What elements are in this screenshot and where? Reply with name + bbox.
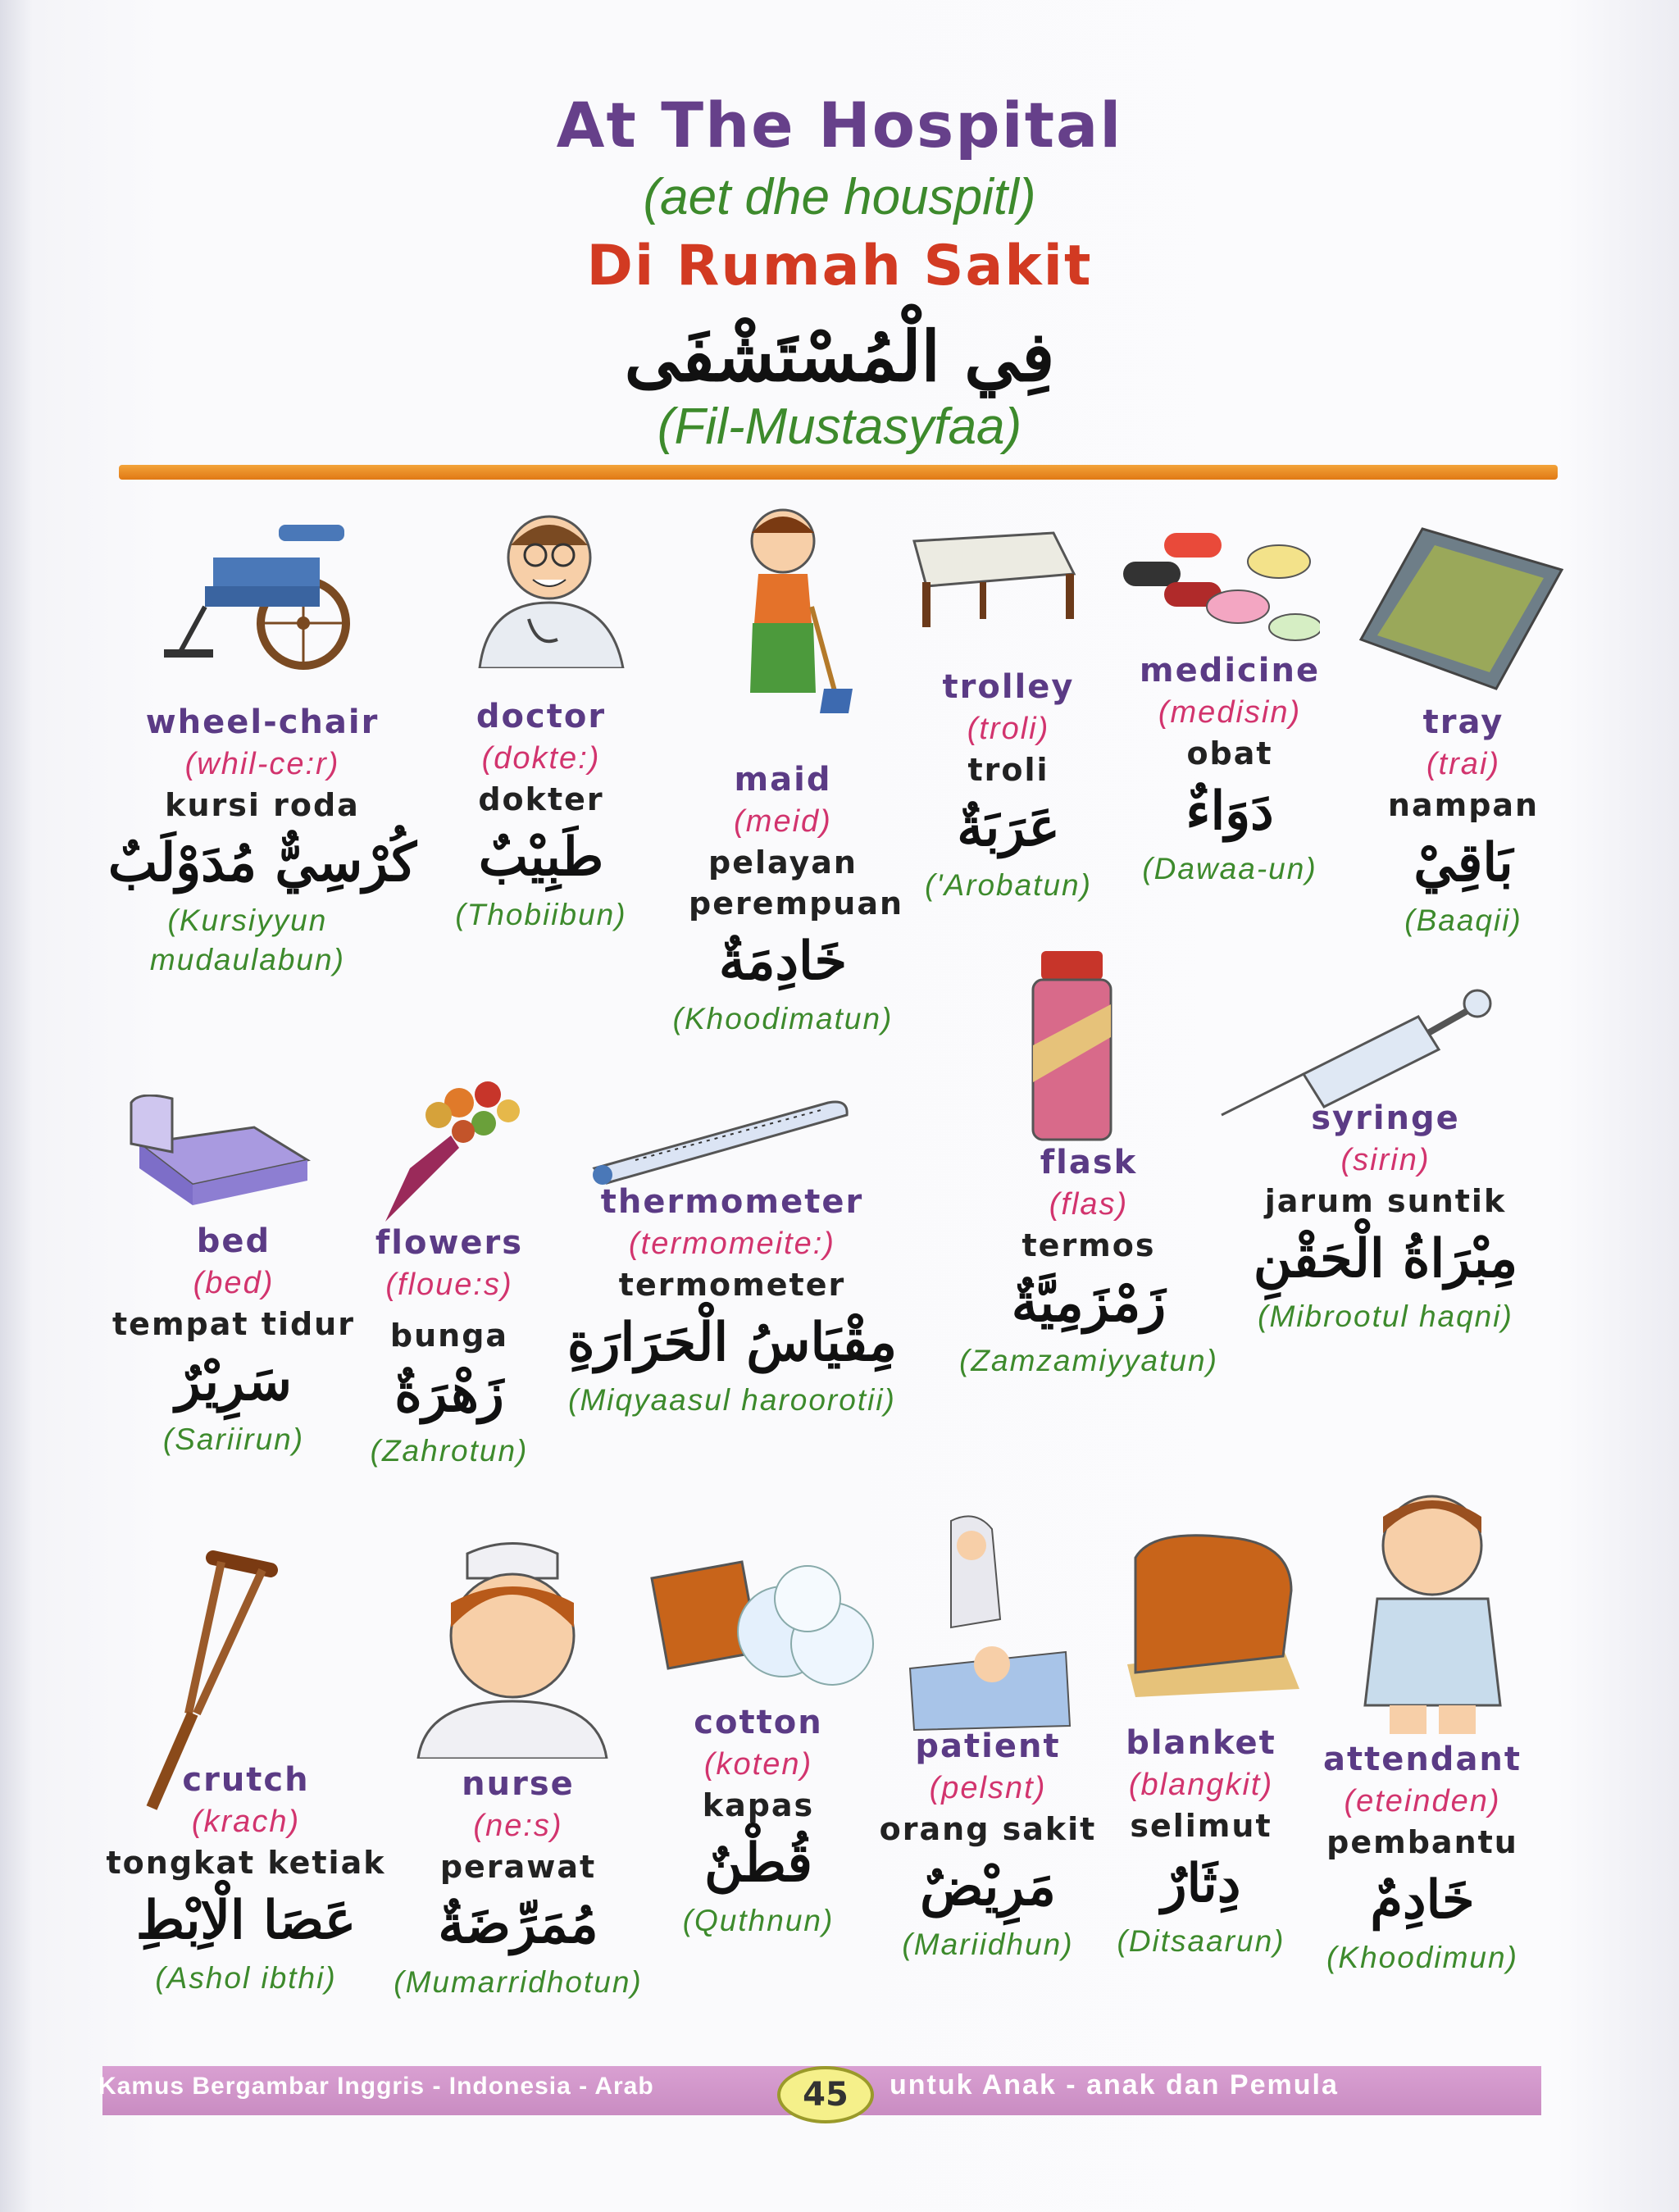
word-arabic: زَهْرَةٌ xyxy=(394,1363,504,1424)
word-indonesian: troli xyxy=(967,752,1049,788)
word-transliteration: (Mumarridhotun) xyxy=(394,1965,643,1999)
word-en: tray xyxy=(1422,703,1504,741)
item-thermometer xyxy=(567,1181,897,1420)
word-transliteration: (Ashol ibthi) xyxy=(155,1961,337,1995)
word-transliteration: (Kursiyyun mudaulabun) xyxy=(149,903,345,976)
word-indonesian: kursi roda xyxy=(165,787,360,823)
page-number: 45 xyxy=(777,2066,874,2123)
word-pronunciation: (meid) xyxy=(734,804,832,839)
item-attendant xyxy=(1323,1738,1522,1978)
word-arabic: خَادِمَةٌ xyxy=(718,931,848,992)
item-wheel-chair xyxy=(108,701,416,980)
word-transliteration: (Khoodimun) xyxy=(1326,1941,1518,1974)
word-transliteration: (Khoodimatun) xyxy=(672,1002,894,1035)
word-en: doctor xyxy=(475,698,607,735)
word-arabic: طَبِيْبٌ xyxy=(478,826,604,888)
word-arabic: مِبْرَاةُ الْحَقْنِ xyxy=(1253,1228,1518,1290)
word-arabic: مِقْيَاسُ الْحَرَارَةِ xyxy=(567,1312,897,1373)
thermometer-icon xyxy=(586,1086,853,1185)
word-arabic: كُرْسِيٌّ مُدَوْلَبٌ xyxy=(107,832,417,894)
flowers-icon xyxy=(361,1070,533,1226)
word-indonesian: dokter xyxy=(478,781,604,817)
doctor-icon xyxy=(463,504,635,668)
word-pronunciation: (bed) xyxy=(193,1266,275,1300)
word-transliteration: (Baaqii) xyxy=(1404,903,1522,937)
item-medicine xyxy=(1140,649,1320,889)
page-title: At The Hospital xyxy=(556,89,1123,162)
word-pronunciation: (termomeite:) xyxy=(629,1227,835,1261)
item-tray xyxy=(1388,701,1539,940)
word-transliteration: (Zamzamiyyatun) xyxy=(959,1344,1218,1377)
item-nurse xyxy=(394,1763,642,2002)
word-arabic: دِثَارٌ xyxy=(1161,1853,1241,1914)
word-transliteration: (Sariirun) xyxy=(162,1422,305,1456)
item-bed xyxy=(112,1220,355,1459)
word-indonesian: pembantu xyxy=(1326,1824,1518,1860)
word-pronunciation: (eteinden) xyxy=(1344,1784,1501,1818)
word-indonesian: jarum suntik xyxy=(1264,1183,1507,1219)
divider-bar xyxy=(119,465,1558,480)
word-en: blanket xyxy=(1126,1724,1276,1762)
item-syringe xyxy=(1254,1097,1517,1336)
title-pronunciation: (aet dhe houspitl) xyxy=(643,169,1036,225)
item-flask xyxy=(959,1141,1218,1381)
word-arabic: سَرِيْرٌ xyxy=(175,1351,293,1413)
word-pronunciation: (koten) xyxy=(703,1747,813,1782)
word-arabic: مُمَرِّضَةٌ xyxy=(438,1894,598,1955)
word-indonesian: nampan xyxy=(1387,787,1540,823)
word-indonesian: orang sakit xyxy=(879,1811,1097,1847)
word-indonesian: bunga xyxy=(389,1318,509,1354)
attendant-icon xyxy=(1345,1484,1521,1738)
item-maid xyxy=(672,758,904,1039)
word-transliteration: (Ditsaarun) xyxy=(1117,1924,1285,1958)
item-crutch xyxy=(107,1759,386,1998)
word-pronunciation: (pelsnt) xyxy=(929,1771,1047,1805)
word-en: nurse xyxy=(462,1765,575,1803)
word-indonesian: pelayan perempuan xyxy=(689,844,904,922)
word-arabic: بَاقِيْ xyxy=(1413,832,1513,894)
word-indonesian: termometer xyxy=(618,1267,846,1303)
word-transliteration: (Miqyaasul haroorotii) xyxy=(568,1383,896,1417)
patient-icon xyxy=(902,1513,1074,1734)
word-en: cotton xyxy=(694,1704,823,1741)
word-arabic: عَصَا الْاِبْطِ xyxy=(135,1890,357,1951)
item-trolley xyxy=(925,666,1092,905)
word-arabic: دَوَاءٌ xyxy=(1185,781,1274,842)
word-indonesian: termos xyxy=(1022,1227,1156,1263)
word-pronunciation: (ne:s) xyxy=(473,1809,563,1843)
word-pronunciation: (whil-ce:r) xyxy=(184,747,340,781)
word-en: maid xyxy=(734,761,832,799)
item-doctor xyxy=(455,695,626,935)
word-arabic: زَمْزَمِيَّةٌ xyxy=(1011,1272,1167,1334)
word-arabic: قُطْنٌ xyxy=(704,1832,812,1894)
word-indonesian: tongkat ketiak xyxy=(106,1845,386,1881)
word-transliteration: ('Arobatun) xyxy=(925,868,1092,902)
word-indonesian: selimut xyxy=(1130,1808,1272,1844)
word-en: flowers xyxy=(375,1224,524,1262)
tray-icon xyxy=(1357,521,1570,693)
word-en: thermometer xyxy=(600,1183,864,1221)
word-indonesian: obat xyxy=(1186,735,1273,771)
word-arabic: عَرَبَةٌ xyxy=(957,797,1060,858)
word-arabic: خَادِمٌ xyxy=(1370,1869,1475,1931)
word-indonesian: kapas xyxy=(702,1787,815,1823)
word-en: patient xyxy=(915,1727,1061,1765)
footer-left-text: Kamus Bergambar Inggris - Indonesia - Arab xyxy=(98,2073,654,2100)
word-transliteration: (Dawaa-un) xyxy=(1142,852,1317,885)
word-pronunciation: (troli) xyxy=(967,712,1050,746)
word-en: medicine xyxy=(1139,652,1321,690)
word-transliteration: (Mibrootul haqni) xyxy=(1258,1299,1513,1333)
item-cotton xyxy=(683,1701,835,1941)
word-pronunciation: (trai) xyxy=(1426,747,1501,781)
title-indonesian: Di Rumah Sakit xyxy=(586,234,1093,298)
word-transliteration: (Zahrotun) xyxy=(370,1434,529,1468)
word-en: crutch xyxy=(182,1761,310,1799)
word-transliteration: (Quthnun) xyxy=(682,1904,835,1937)
item-blanket xyxy=(1117,1722,1285,1961)
pills-icon xyxy=(1115,525,1320,648)
word-en: wheel-chair xyxy=(145,703,380,741)
word-en: syringe xyxy=(1311,1099,1460,1137)
wheelchair-icon xyxy=(156,508,377,672)
word-pronunciation: (flas) xyxy=(1049,1187,1129,1222)
word-en: bed xyxy=(196,1222,271,1260)
word-en: attendant xyxy=(1322,1741,1522,1778)
word-pronunciation: (krach) xyxy=(191,1805,301,1839)
word-en: flask xyxy=(1040,1144,1138,1181)
nurse-icon xyxy=(410,1537,615,1759)
word-pronunciation: (floue:s) xyxy=(385,1268,513,1302)
bed-icon xyxy=(123,1095,316,1209)
word-pronunciation: (blangkit) xyxy=(1128,1768,1274,1802)
word-transliteration: (Mariidhun) xyxy=(902,1928,1074,1961)
maid-icon xyxy=(713,500,853,713)
word-transliteration: (Thobiibun) xyxy=(455,898,627,931)
title-transliteration: (Fil-Mustasyfaa) xyxy=(657,398,1022,455)
flask-icon xyxy=(1029,947,1115,1144)
footer-right-text: untuk Anak - anak dan Pemula xyxy=(890,2069,1339,2100)
trolley-icon xyxy=(898,525,1086,631)
word-arabic: مَرِيْضٌ xyxy=(920,1856,1056,1918)
blanket-icon xyxy=(1103,1525,1308,1697)
word-indonesian: perawat xyxy=(439,1849,597,1885)
word-pronunciation: (dokte:) xyxy=(481,741,601,776)
word-pronunciation: (sirin) xyxy=(1340,1143,1431,1177)
item-flowers xyxy=(371,1222,529,1471)
word-en: trolley xyxy=(942,668,1075,706)
word-indonesian: tempat tidur xyxy=(112,1306,355,1342)
item-patient xyxy=(880,1725,1097,1964)
title-arabic: فِي الْمُسْتَشْفَى xyxy=(624,316,1055,397)
word-pronunciation: (medisin) xyxy=(1158,695,1302,730)
cotton-icon xyxy=(644,1554,890,1701)
